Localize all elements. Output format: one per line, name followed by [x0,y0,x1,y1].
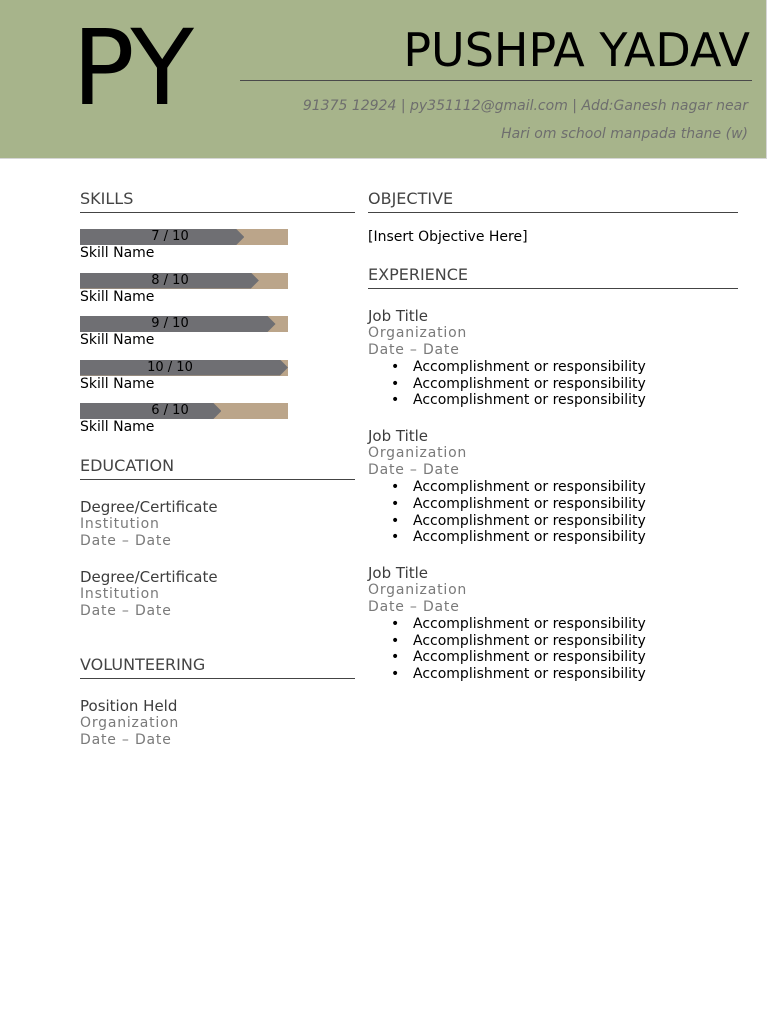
job-entry [368,428,738,546]
right-column [368,188,738,683]
education-date: Date – Date [80,532,172,549]
volunteering-entry [80,698,355,749]
skill-bar [80,403,288,419]
contact-info [278,92,748,148]
education-entry [80,569,355,620]
job-title: Job Title [368,307,429,325]
responsibility-item: • Accomplishment or responsibility [413,529,738,546]
objective-heading: OBJECTIVE [368,188,738,213]
contact-line-2: Hari om school manpada thane (w) [501,126,748,142]
skills-section [80,188,355,447]
skill-item [80,360,355,404]
job-responsibilities [368,616,738,683]
education-date: Date – Date [80,602,172,619]
left-column [80,188,355,749]
institution: Institution [80,515,160,532]
skill-name: Skill Name [80,375,155,392]
experience-section [368,264,738,683]
job-entry [368,565,738,683]
skill-bar [80,316,288,332]
degree: Degree/Certificate [80,567,218,586]
volunteering-section [80,654,355,749]
responsibility-item: • Accomplishment or responsibility [413,513,738,530]
degree: Degree/Certificate [80,497,218,516]
contact-line-1: 91375 12924 | py351112@gmail.com | Add:Ganesh nagar near [302,98,748,114]
volunteer-date: Date – Date [80,731,172,748]
job-organization: Organization [368,445,468,462]
responsibility-item: • Accomplishment or responsibility [413,666,738,683]
objective-section [368,188,738,246]
position-held: Position Held [80,696,178,715]
skill-item [80,403,355,447]
candidate-name: PUSHPA YADAV [403,23,750,77]
skill-name: Skill Name [80,245,155,261]
job-date: Date – Date [368,342,460,358]
skill-score: 7 / 10 [151,229,189,244]
job-organization: Organization [368,581,468,598]
job-responsibilities [368,359,738,409]
skill-item [80,273,355,317]
volunteer-organization: Organization [80,714,180,731]
responsibility-item: • Accomplishment or responsibility [413,376,738,393]
job-date: Date – Date [368,598,460,615]
skill-score: 6 / 10 [151,403,189,418]
monogram: PY [72,7,192,129]
job-organization: Organization [368,325,468,341]
skill-name: Skill Name [80,332,155,348]
skill-score: 9 / 10 [151,316,189,331]
resume-header [0,0,767,159]
skill-bar [80,360,288,376]
volunteering-heading: VOLUNTEERING [80,654,355,679]
job-date: Date – Date [368,462,460,479]
skill-score: 8 / 10 [151,272,189,288]
skill-item [80,229,355,273]
responsibility-item: • Accomplishment or responsibility [413,649,738,666]
skills-heading: SKILLS [80,188,355,213]
objective-text: [Insert Objective Here] [368,229,528,245]
name-divider [240,80,752,81]
responsibility-item: • Accomplishment or responsibility [413,392,738,409]
education-entry [80,499,355,550]
skills-list [80,229,355,447]
education-heading: EDUCATION [80,455,355,480]
skill-name: Skill Name [80,288,155,305]
job-title: Job Title [368,563,429,582]
skill-name: Skill Name [80,419,155,435]
responsibility-item: • Accomplishment or responsibility [413,496,738,513]
responsibility-item: • Accomplishment or responsibility [413,479,738,496]
responsibility-item: • Accomplishment or responsibility [413,616,738,633]
job-title: Job Title [368,427,429,446]
experience-heading: EXPERIENCE [368,264,738,289]
skill-score: 10 / 10 [147,359,193,375]
skill-bar [80,273,288,289]
education-section [80,455,355,620]
institution: Institution [80,585,160,602]
responsibility-item: • Accomplishment or responsibility [413,359,738,376]
job-entry [368,308,738,409]
skill-item [80,316,355,360]
responsibility-item: • Accomplishment or responsibility [413,633,738,650]
skill-bar [80,229,288,245]
job-responsibilities [368,479,738,546]
